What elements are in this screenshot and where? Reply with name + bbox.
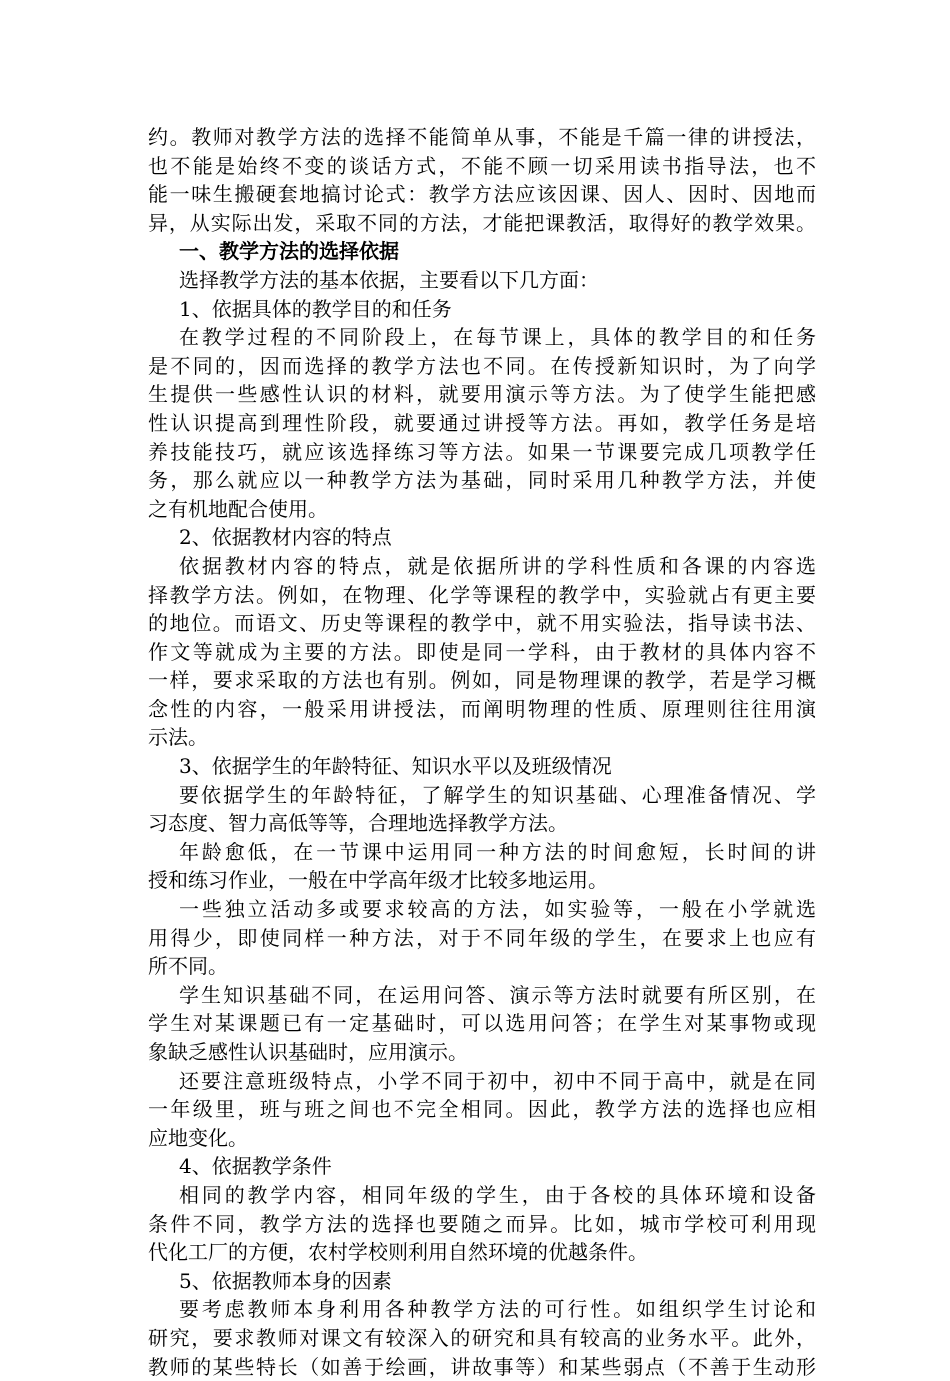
text-line: 也不能是始终不变的谈话方式，不能不顾一切采用读书指导法，也不: [148, 153, 816, 178]
text-line: 学生知识基础不同，在运用问答、演示等方法时就要有所区别，在: [179, 982, 816, 1007]
document-page: [148, 123, 816, 1381]
text-line: 作文等就成为主要的方法。即使是同一学科，由于教材的具体内容不: [148, 639, 816, 664]
text-line: 能一味生搬硬套地搞讨论式：教学方法应该因课、因人、因时、因地而: [148, 182, 816, 207]
text-line: 用得少，即使同样一种方法，对于不同年级的学生，在要求上也应有: [148, 925, 816, 950]
text-line: 性认识提高到理性阶段，就要通过讲授等方法。再如，教学任务是培: [148, 410, 816, 435]
text-line: 授和练习作业，一般在中学高年级才比较多地运用。: [148, 868, 608, 893]
text-line: 研究，要求教师对课文有较深入的研究和具有较高的业务水平。此外，: [148, 1325, 816, 1350]
text-line: 之有机地配合使用。: [148, 496, 328, 521]
text-line: 条件不同，教学方法的选择也要随之而异。比如，城市学校可利用现: [148, 1211, 816, 1236]
text-line: 年龄愈低，在一节课中运用同一种方法的时间愈短，长时间的讲: [179, 839, 816, 864]
text-line: 一样，要求采取的方法也有别。例如，同是物理课的教学，若是学习概: [148, 668, 816, 693]
text-line: 念性的内容，一般采用讲授法，而阐明物理的性质、原理则往往用演: [148, 696, 816, 721]
text-line: 要考虑教师本身利用各种教学方法的可行性。如组织学生讨论和: [179, 1297, 816, 1322]
text-line: 所不同。: [148, 954, 228, 979]
text-line: 教师的某些特长（如善于绘画，讲故事等）和某些弱点（不善于生动形: [148, 1354, 816, 1379]
text-line: 择教学方法。例如，在物理、化学等课程的教学中，实验就占有更主要: [148, 582, 816, 607]
text-line: 4、依据教学条件: [179, 1154, 332, 1179]
text-line: 依据教材内容的特点，就是依据所讲的学科性质和各课的内容选: [179, 553, 816, 578]
text-line: 3、依据学生的年龄特征、知识水平以及班级情况: [179, 754, 612, 779]
text-line: 在教学过程的不同阶段上，在每节课上，具体的教学目的和任务: [179, 325, 816, 350]
text-line: 是不同的，因而选择的教学方法也不同。在传授新知识时，为了向学: [148, 353, 816, 378]
text-line: 选择教学方法的基本依据，主要看以下几方面：: [179, 267, 599, 292]
text-line: 代化工厂的方便，农村学校则利用自然环境的优越条件。: [148, 1240, 648, 1265]
text-line: 相同的教学内容，相同年级的学生，由于各校的具体环境和设备: [179, 1182, 816, 1207]
text-line: 要依据学生的年龄特征，了解学生的知识基础、心理准备情况、学: [179, 782, 816, 807]
text-line: 象缺乏感性认识基础时，应用演示。: [148, 1040, 468, 1064]
text-line: 还要注意班级特点，小学不同于初中，初中不同于高中，就是在同: [179, 1068, 816, 1093]
text-line: 务，那么就应以一种教学方法为基础，同时采用几种教学方法，并使: [148, 468, 816, 493]
text-line: 一年级里，班与班之间也不完全相同。因此，教学方法的选择也应相: [148, 1097, 816, 1122]
text-line: 5、依据教师本身的因素: [179, 1268, 392, 1293]
text-line: 异，从实际出发，采取不同的方法，才能把课教活，取得好的教学效果。: [148, 210, 816, 235]
text-line: 1、依据具体的教学目的和任务: [179, 296, 452, 321]
text-line: 习态度、智力高低等等，合理地选择教学方法。: [148, 811, 568, 836]
text-line: 2、依据教材内容的特点: [179, 525, 392, 550]
text-line: 应地变化。: [148, 1125, 248, 1150]
text-line: 约。教师对教学方法的选择不能简单从事，不能是千篇一律的讲授法，: [148, 125, 816, 149]
text-line: 一些独立活动多或要求较高的方法，如实验等，一般在小学就选: [179, 897, 816, 922]
text-line: 生提供一些感性认识的材料，就要用演示等方法。为了使学生能把感: [148, 382, 816, 407]
text-line: 的地位。而语文、历史等课程的教学中，就不用实验法，指导读书法、: [148, 611, 816, 636]
text-line: 学生对某课题已有一定基础时，可以选用问答；在学生对某事物或现: [148, 1011, 816, 1036]
text-line: 示法。: [148, 725, 208, 750]
text-line: 养技能技巧，就应该选择练习等方法。如果一节课要完成几项教学任: [148, 439, 816, 464]
section-heading: 一、教学方法的选择依据: [179, 239, 399, 264]
